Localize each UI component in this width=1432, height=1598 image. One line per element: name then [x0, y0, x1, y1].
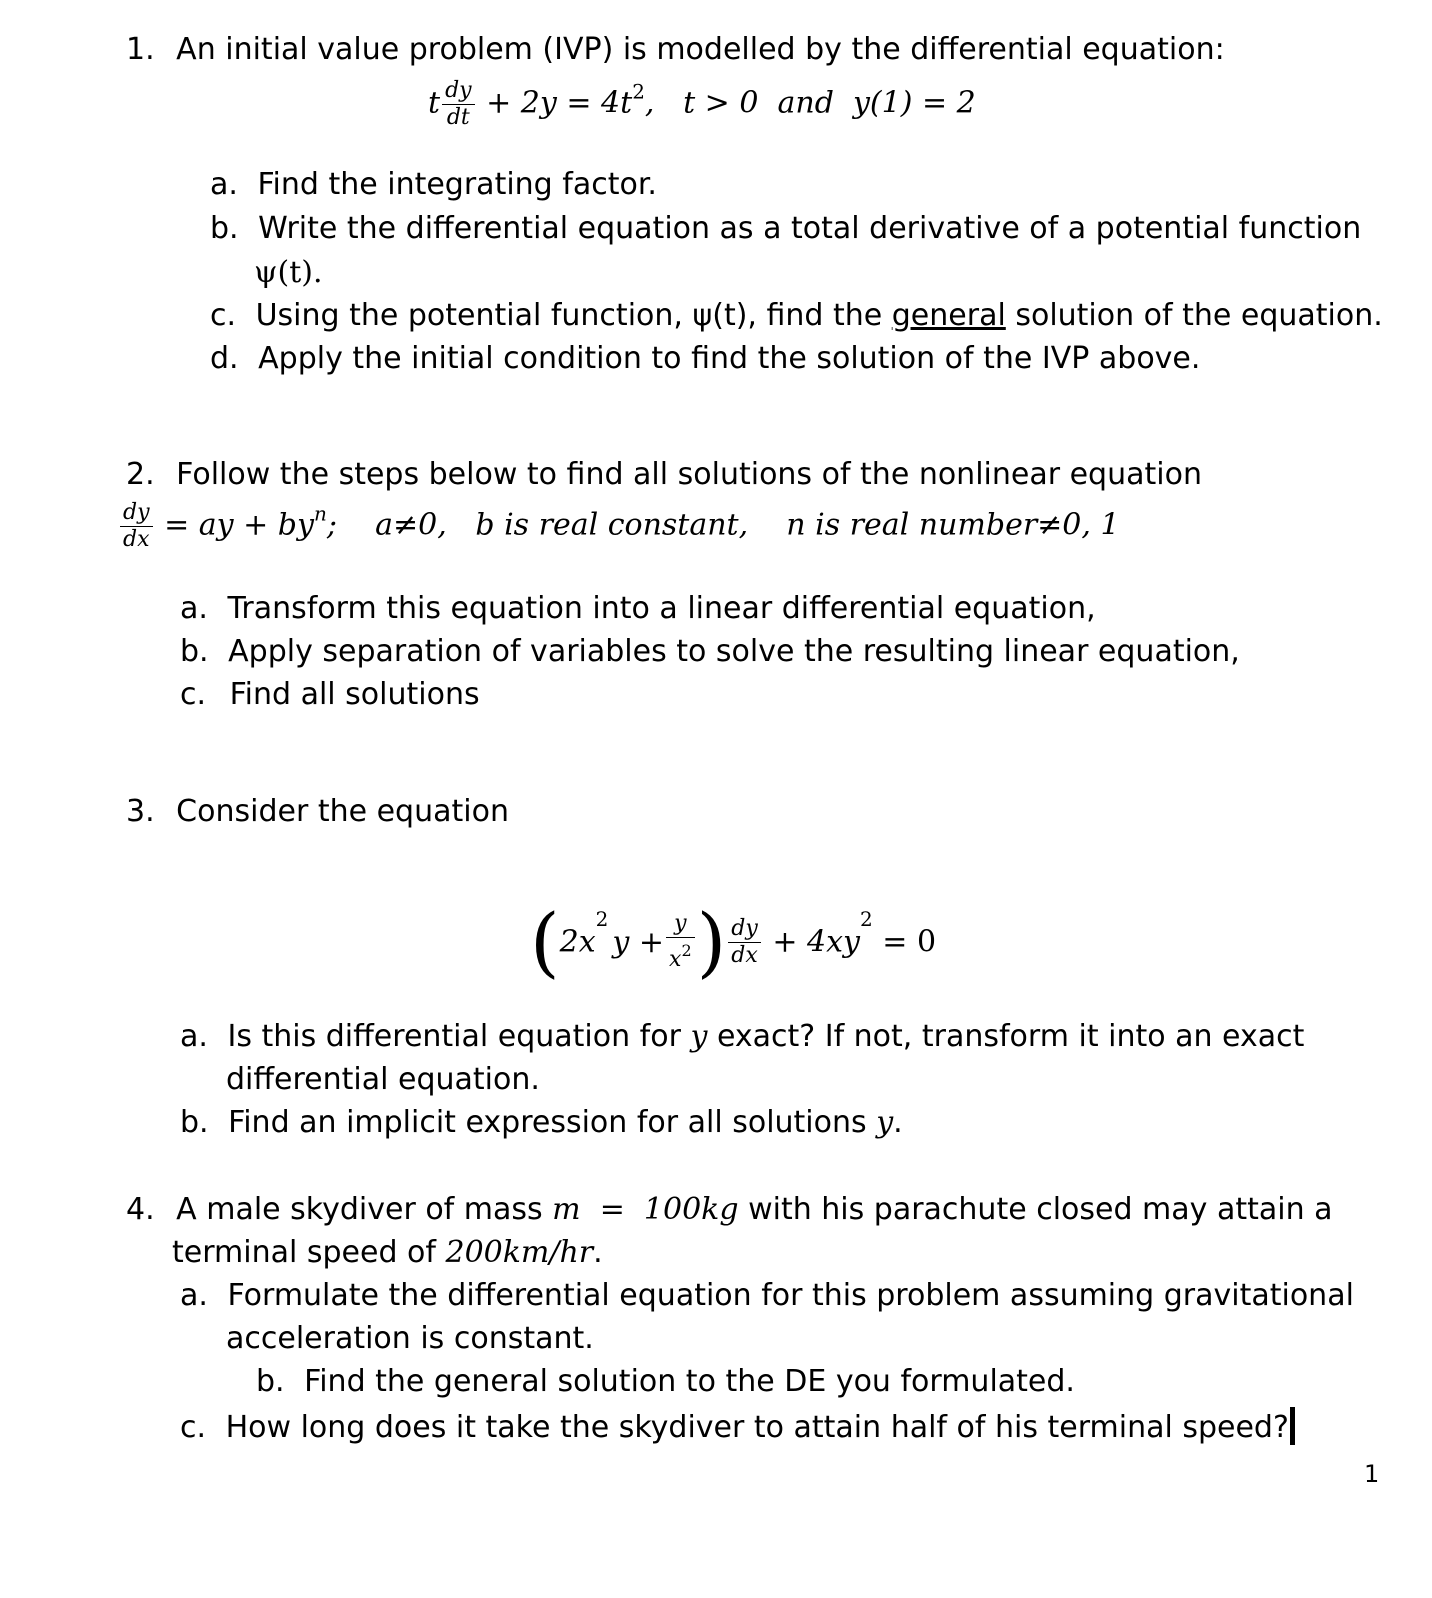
- q4-a-cont: acceleration is constant.: [226, 1321, 594, 1356]
- q2-number: 2.: [126, 457, 155, 492]
- q1-d: [210, 341, 1200, 377]
- q1-eq-condition: , t > 0 and y(1) = 2: [644, 85, 976, 121]
- q4-cont-post: .: [593, 1235, 603, 1270]
- q3-eq-term1: 2x: [559, 924, 596, 960]
- q1-c-text-post: solution of the equation.: [1005, 298, 1383, 333]
- q4-b: [256, 1364, 1075, 1400]
- q3-intro: Consider the equation: [176, 794, 509, 829]
- q3-eq-close-paren: ): [696, 897, 727, 986]
- q1-eq-fraction: [442, 78, 475, 131]
- q3-number: 3.: [126, 794, 155, 829]
- q2-b: [180, 634, 1240, 670]
- q1-c-text-pre: Using the potential function, ψ(t), find the: [255, 298, 892, 333]
- q1-eq-dt: dt: [446, 105, 470, 130]
- q4-a: [180, 1278, 1354, 1314]
- q3-b-var: y: [876, 1105, 894, 1140]
- q3-eq-dx: dx: [731, 942, 758, 968]
- q3-a-var: y: [690, 1019, 708, 1054]
- q1-number: 1.: [126, 32, 155, 67]
- q2-eq-condition: ; a≠0, b is real constant, n is real number≠0, 1: [326, 507, 1120, 543]
- q4-speed: 200km/hr: [445, 1235, 594, 1270]
- q3-eq-term2: + 4xy: [772, 924, 860, 960]
- q4-c-label: c.: [180, 1410, 207, 1445]
- q3-eq-inner-fraction: [666, 911, 695, 973]
- q3-eq-term2-exp: 2: [860, 907, 873, 931]
- q2-eq-exp: n: [313, 501, 327, 526]
- q1-b-text: Write the differential equation as a total derivative of a potential function: [258, 211, 1362, 246]
- q1-a-label: a.: [210, 167, 238, 202]
- q3-eq-term1b: y +: [612, 924, 665, 960]
- page-number: 1: [1364, 1460, 1380, 1488]
- q4-mass: m = 100kg: [552, 1192, 739, 1227]
- q3-b: [180, 1105, 903, 1141]
- q2-a-text: Transform this equation into a linear differential equation,: [227, 591, 1096, 626]
- q4-c-text: How long does it take the skydiver to attain half of his terminal speed?: [225, 1410, 1289, 1445]
- q1-c: [210, 298, 1383, 334]
- q3-intro-line: [126, 794, 509, 830]
- q2-c-text: Find all solutions: [229, 677, 480, 712]
- q4-a-continued: [226, 1321, 594, 1357]
- q3-eq-term1-exp: 2: [595, 907, 609, 931]
- q3-a-cont: differential equation.: [226, 1062, 540, 1097]
- q3-eq-open-paren: (: [530, 897, 560, 986]
- q2-c-label: c.: [180, 677, 207, 712]
- q2-a: [180, 591, 1096, 627]
- q3-a-text-post: exact? If not, transform it into an exact: [707, 1019, 1305, 1054]
- q4-a-text: Formulate the differential equation for this problem assuming gravitational: [227, 1278, 1354, 1313]
- q1-eq-t: t: [428, 85, 441, 121]
- q1-b-continued: [254, 255, 323, 291]
- q1-intro: An initial value problem (IVP) is modelled by the differential equation:: [176, 32, 1225, 67]
- q3-a-continued: [226, 1062, 540, 1098]
- q2-b-label: b.: [180, 634, 209, 669]
- q2-eq-dy: dy: [120, 500, 153, 527]
- q4-intro-pre: A male skydiver of mass: [176, 1192, 553, 1227]
- q4-c: [180, 1407, 1295, 1446]
- q1-eq-dy: dy: [442, 78, 475, 105]
- q4-number: 4.: [126, 1192, 155, 1227]
- q4-intro-continued: [172, 1235, 603, 1271]
- q3-a-text-pre: Is this differential equation for: [227, 1019, 691, 1054]
- q1-intro-line: [126, 32, 1225, 68]
- q1-eq-exp: 2: [632, 79, 645, 104]
- q1-b-psi: ψ(t).: [254, 255, 323, 290]
- q3-equation: [530, 897, 937, 986]
- q2-eq-rest: = ay + by: [164, 507, 314, 543]
- q2-equation: [118, 500, 1120, 553]
- q1-c-general: general: [891, 298, 1006, 333]
- q1-b-label: b.: [210, 211, 239, 246]
- q4-a-label: a.: [180, 1278, 208, 1313]
- q1-eq-rest: + 2y = 4t: [486, 85, 633, 121]
- q4-cont-pre: terminal speed of: [172, 1235, 446, 1270]
- q4-b-label: b.: [256, 1364, 285, 1399]
- q2-intro-line: [126, 457, 1202, 493]
- q2-eq-dx: dx: [123, 527, 150, 552]
- q1-equation: [428, 78, 976, 131]
- q2-c: [180, 677, 480, 713]
- q1-d-text: Apply the initial condition to find the solution of the IVP above.: [258, 341, 1201, 376]
- q4-intro-post: with his parachute closed may attain a: [738, 1192, 1333, 1227]
- q3-b-text-post: .: [893, 1105, 903, 1140]
- q3-b-text-pre: Find an implicit expression for all solutions: [228, 1105, 877, 1140]
- q3-eq-equals-zero: = 0: [872, 924, 937, 960]
- q1-a-text: Find the integrating factor.: [257, 167, 657, 202]
- q3-a: [180, 1019, 1304, 1055]
- q3-eq-frac-den: x: [669, 947, 682, 972]
- q2-eq-fraction: [120, 500, 153, 553]
- q3-eq-derivative: [728, 916, 761, 969]
- q4-b-text: Find the general solution to the DE you formulated.: [304, 1364, 1075, 1399]
- q1-b: [210, 211, 1361, 247]
- q4-intro-line: [126, 1192, 1333, 1228]
- q2-intro: Follow the steps below to find all solutions of the nonlinear equation: [176, 457, 1202, 492]
- q1-c-label: c.: [210, 298, 237, 333]
- text-cursor: [1290, 1407, 1295, 1445]
- q3-eq-frac-num: y: [666, 911, 695, 938]
- q3-eq-frac-den-exp: 2: [681, 941, 692, 960]
- q1-a: [210, 167, 657, 203]
- q1-d-label: d.: [210, 341, 239, 376]
- q3-b-label: b.: [180, 1105, 209, 1140]
- q2-a-label: a.: [180, 591, 208, 626]
- q2-b-text: Apply separation of variables to solve the resulting linear equation,: [228, 634, 1240, 669]
- q3-eq-dy: dy: [728, 916, 761, 943]
- q3-a-label: a.: [180, 1019, 208, 1054]
